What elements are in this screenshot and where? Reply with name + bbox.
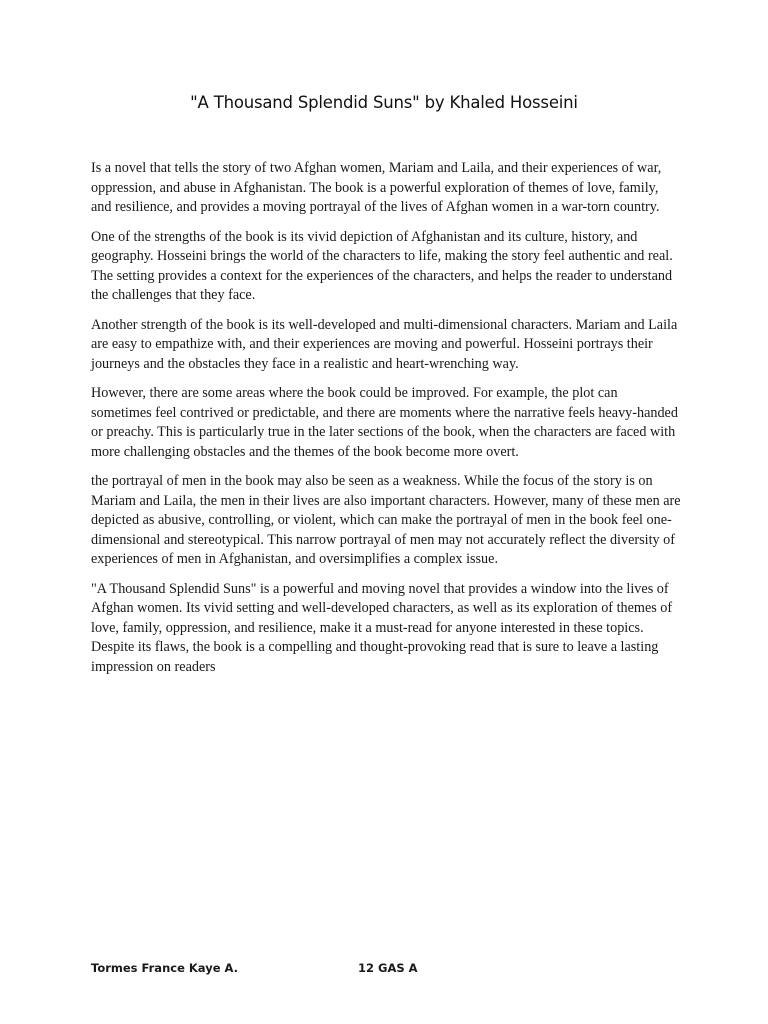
document-body [91, 159, 681, 687]
document-title: "A Thousand Splendid Suns" by Khaled Hosseini [190, 93, 578, 112]
paragraph-intro: Is a novel that tells the story of two Afghan women, Mariam and Laila, and their experiences of war, oppression, and abuse in Afghanistan. The book is a powerful exploration of themes of love, family, and resilience, and provides a moving portrayal of the lives of Afghan women in a war-torn country. [91, 160, 662, 215]
paragraph-character-strength: Another strength of the book is its well-developed and multi-dimensional characters. Mariam and Laila are easy to empathize with, and their experiences are moving and powerful. Hosseini portrays their journeys and the obstacles they face in a realistic and heart-wrenching way. [91, 316, 678, 372]
paragraph-setting-strength: One of the strengths of the book is its vivid depiction of Afghanistan and its culture, history, and geography. Hosseini brings the world of the characters to life, making the story feel authentic and real. The setting provides a context for the experiences of the characters, and helps the reader to understand the challenges that they face. [91, 228, 673, 303]
paragraph-weaknesses: However, there are some areas where the book could be improved. For example, the plot can sometimes feel contrived or predictable, and there are moments where the narrative feels heavy-handed or preachy. This is particularly true in the later sections of the book, when the characters are faced with more challenging obstacles and the themes of the book become more overt. [91, 385, 678, 460]
footer-author: Tormes France Kaye A. [91, 961, 238, 975]
page-footer [0, 961, 768, 981]
paragraph-conclusion: "A Thousand Splendid Suns" is a powerful and moving novel that provides a window into the lives of Afghan women. Its vivid setting and well-developed characters, as well as its exploration of themes of love, family, oppression, and resilience, make it a must-read for anyone interested in these topics. Despite its flaws, the book is a compelling and thought-provoking read that is sure to leave a lasting impression on readers [91, 580, 673, 675]
footer-class: 12 GAS A [358, 961, 418, 975]
paragraph-portrayal-of-men: the portrayal of men in the book may also be seen as a weakness. While the focus of the story is on Mariam and Laila, the men in their lives are also important characters. However, many of these men are depicted as abusive, controlling, or violent, which can make the portrayal of men in the book feel one-dimensional and stereotypical. This narrow portrayal of men may not accurately reflect the diversity of experiences of men in Afghanistan, and oversimplifies a complex issue. [91, 473, 681, 567]
